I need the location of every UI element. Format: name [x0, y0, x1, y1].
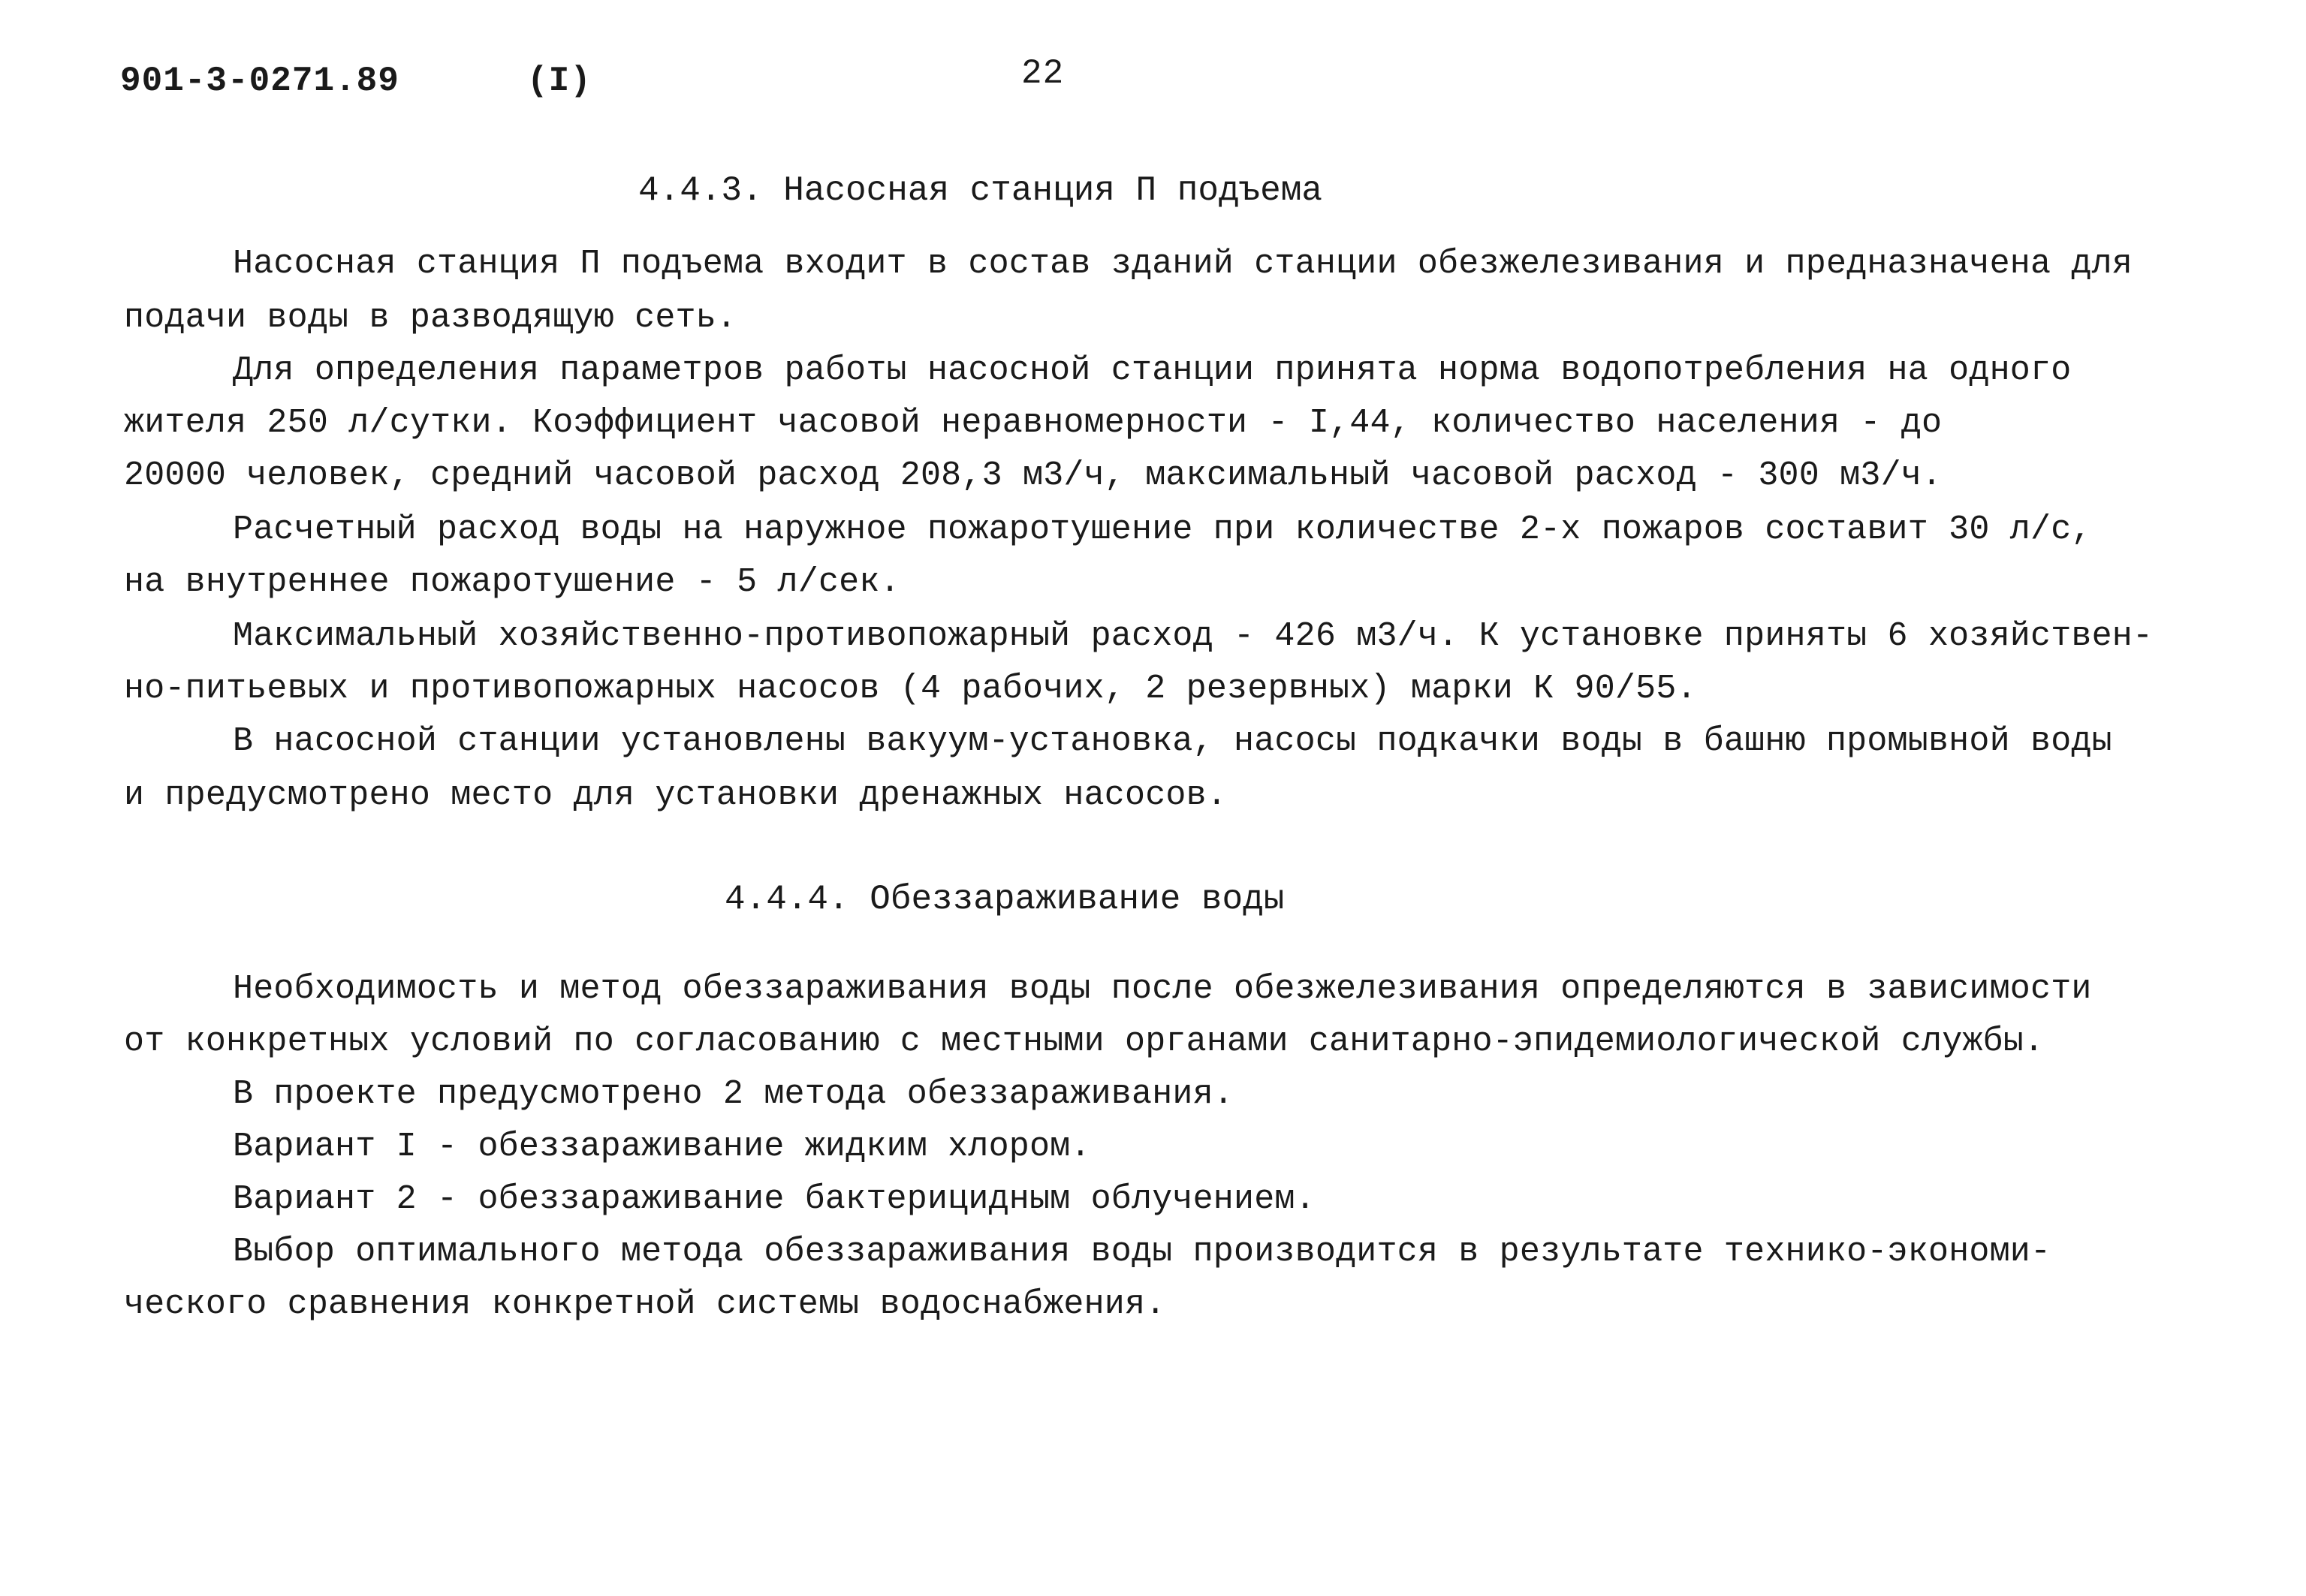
paragraph-line: В насосной станции установлены вакуум-установка, насосы подкачки воды в башню промывной воды: [233, 722, 2112, 760]
paragraph-line: Вариант I - обеззараживание жидким хлором.: [233, 1128, 1091, 1166]
paragraph-line: жителя 250 л/сутки. Коэффициент часовой неравномерности - I,44, количество населения - до: [124, 404, 1943, 442]
paragraph-line: Насосная станция П подъема входит в состав зданий станции обезжелезивания и предназначена для: [233, 245, 2133, 283]
section-heading-444: 4.4.4. Обеззараживание воды: [725, 880, 1285, 919]
paragraph-line: ческого сравнения конкретной системы водоснабжения.: [124, 1285, 1166, 1323]
section-heading-443: 4.4.3. Насосная станция П подъема: [638, 171, 1322, 210]
paragraph-line: но-питьевых и противопожарных насосов (4 рабочих, 2 резервных) марки К 90/55.: [124, 670, 1697, 708]
paragraph-line: Вариант 2 - обеззараживание бактерицидным облучением.: [233, 1180, 1316, 1218]
document-code: 901-3-0271.89: [120, 62, 399, 101]
paragraph-line: Выбор оптимального метода обеззараживания воды производится в результате технико-экономи-: [233, 1233, 2051, 1271]
paragraph-line: Для определения параметров работы насосной станции принята норма водопотребления на одного: [233, 351, 2072, 390]
paragraph-line: и предусмотрено место для установки дренажных насосов.: [124, 776, 1228, 815]
document-part: (I): [527, 62, 592, 101]
paragraph-line: от конкретных условий по согласованию с местными органами санитарно-эпидемиологической службы.: [124, 1022, 2045, 1061]
paragraph-line: подачи воды в разводящую сеть.: [124, 299, 737, 337]
paragraph-line: на внутреннее пожаротушение - 5 л/сек.: [124, 563, 900, 601]
paragraph-line: 20000 человек, средний часовой расход 208,3 м3/ч, максимальный часовой расход - 300 м3/ч.: [124, 456, 1943, 495]
paragraph-line: Расчетный расход воды на наружное пожаротушение при количестве 2-х пожаров составит 30 л/с,: [233, 510, 2092, 549]
paragraph-line: Максимальный хозяйственно-противопожарный расход - 426 м3/ч. К установке приняты 6 хозяйствен-: [233, 617, 2154, 655]
paragraph-line: Необходимость и метод обеззараживания воды после обезжелезивания определяются в зависимости: [233, 970, 2092, 1008]
paragraph-line: В проекте предусмотрено 2 метода обеззараживания.: [233, 1075, 1234, 1113]
page-number: 22: [1021, 54, 1065, 93]
